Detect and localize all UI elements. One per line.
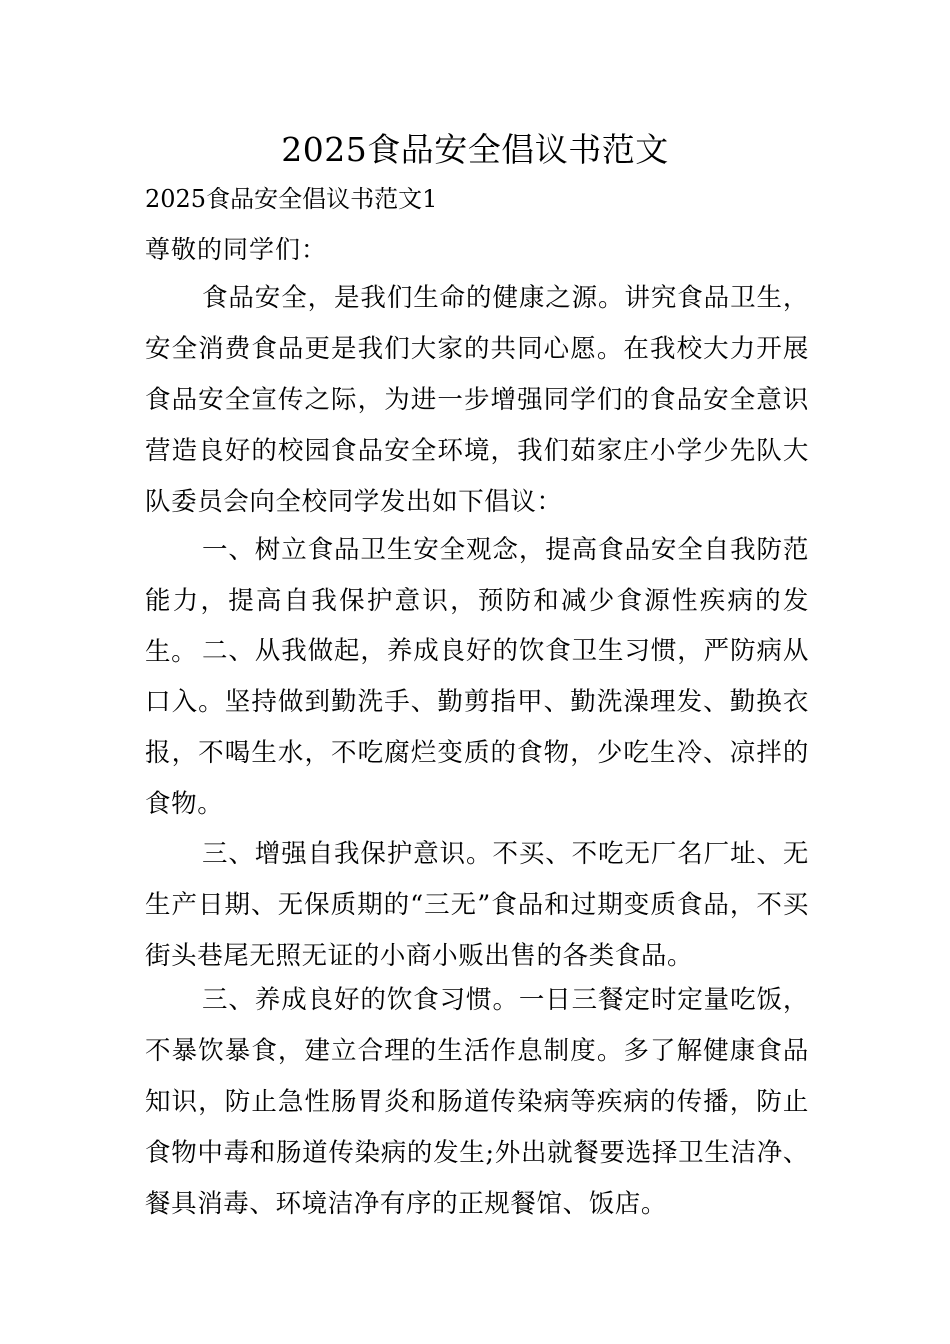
paragraph-item-1: 一、树立食品卫生安全观念，提高食品安全自我防范能力，提高自我保护意识，预防和减少食源性疾病的发生。 [145, 535, 809, 667]
paragraph-intro: 食品安全，是我们生命的健康之源。讲究食品卫生，安全消费食品更是我们大家的共同心愿。在我校大力开展食品安全宣传之际，为进一步增强同学们的食品安全意识营造良好的校园食品安全环境，我们茹家庄小学少先队大队委员会向全校同学发出如下倡议： [145, 283, 809, 517]
paragraph-item-4: 三、养成良好的饮食习惯。一日三餐定时定量吃饭，不暴饮暴食，建立合理的生活作息制度。多了解健康食品知识，防止急性肠胃炎和肠道传染病等疾病的传播，防止食物中毒和肠道传染病的发生;外出就餐要选择卫生洁净、餐具消毒、环境洁净有序的正规餐馆、饭店。 [145, 985, 809, 1219]
paragraph-item-3: 三、增强自我保护意识。不买、不吃无厂名厂址、无生产日期、无保质期的“三无”食品和过期变质食品，不买街头巷尾无照无证的小商小贩出售的各类食品。 [145, 839, 809, 971]
section-heading: 2025食品安全倡议书范文1 [145, 185, 438, 213]
paragraph-item-2: 二、从我做起，养成良好的饮食卫生习惯，严防病从口入。坚持做到勤洗手、勤剪指甲、勤洗澡理发、勤换衣报，不喝生水，不吃腐烂变质的食物，少吃生冷、凉拌的食物。 [145, 636, 809, 819]
salutation: 尊敬的同学们： [145, 235, 328, 264]
document-title: 2025食品安全倡议书范文 [281, 130, 669, 169]
